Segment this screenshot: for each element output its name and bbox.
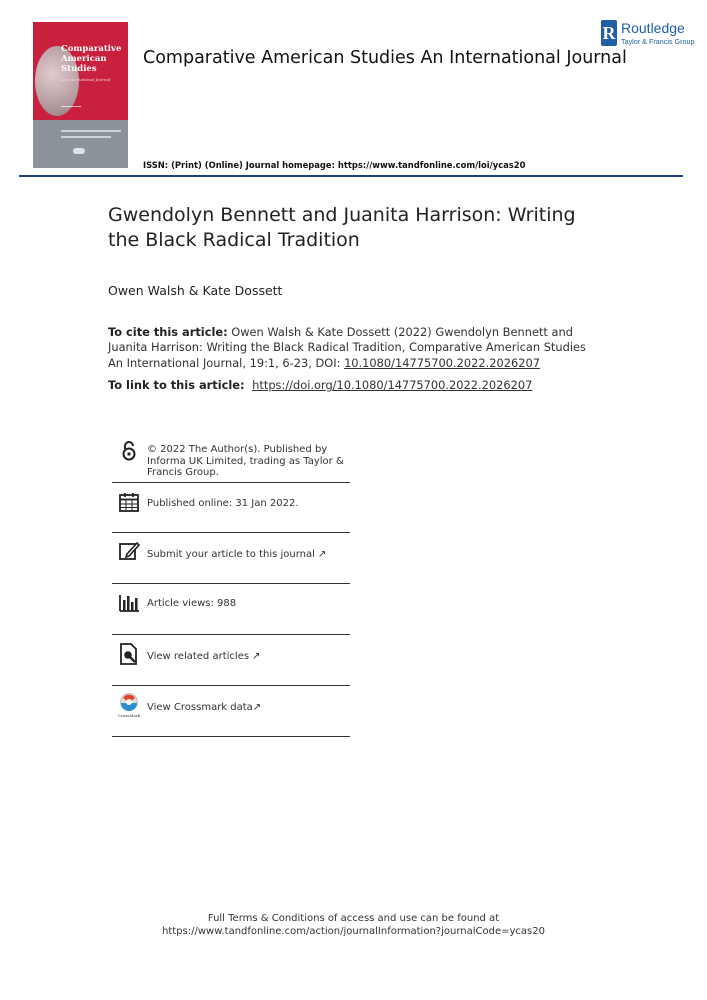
- info-divider: [112, 583, 350, 584]
- related-articles-label[interactable]: [147, 651, 260, 663]
- article-authors: Owen Walsh & Kate Dossett: [108, 283, 283, 298]
- calendar-icon: [118, 491, 140, 513]
- issn-homepage-line[interactable]: ISSN: (Print) (Online) Journal homepage: https://www.tandfonline.com/loi/ycas20: [143, 160, 526, 170]
- citation-label: To cite this article:: [108, 325, 228, 339]
- cover-text-line: [61, 136, 111, 138]
- external-link-icon: ↗: [317, 549, 327, 560]
- external-link-icon: ↗: [252, 651, 261, 662]
- cover-title: Comparative American Studies: [61, 44, 122, 74]
- citation-block: [108, 325, 598, 371]
- submit-article-link[interactable]: [112, 539, 350, 585]
- routledge-r-icon: R: [601, 20, 617, 46]
- cover-grey-panel: [33, 120, 128, 168]
- citation-doi-link[interactable]: 10.1080/14775700.2022.2026207: [344, 355, 540, 370]
- info-divider: [112, 482, 350, 483]
- cover-rule: [61, 106, 81, 107]
- cover-text-line: [61, 130, 121, 132]
- related-articles-link[interactable]: [112, 641, 350, 687]
- article-views-item: [112, 590, 350, 636]
- article-views-count: Article views: 988: [147, 598, 237, 609]
- footer-terms: [0, 912, 707, 938]
- open-access-text: © 2022 The Author(s). Published by Informa UK Limited, trading as Taylor & Francis Group.: [147, 444, 344, 478]
- publisher-name: Routledge: [621, 20, 685, 36]
- journal-title: Comparative American Studies An International Journal: [143, 48, 627, 68]
- cover-subtitle: An International Journal: [61, 77, 111, 82]
- submit-article-label[interactable]: [147, 549, 326, 561]
- info-divider: [112, 685, 350, 686]
- crossmark-text: View Crossmark data: [147, 702, 253, 713]
- article-title: Gwendolyn Bennett and Juanita Harrison: Writing the Black Radical Tradition: [108, 204, 576, 251]
- journal-cover-image: [33, 22, 128, 168]
- crossmark-label[interactable]: [147, 702, 261, 714]
- open-access-item: [112, 438, 350, 486]
- crossmark-link[interactable]: [112, 692, 350, 738]
- link-label: To link to this article:: [108, 378, 245, 392]
- footer-terms-text: Full Terms & Conditions of access and use can be found at: [207, 913, 500, 924]
- bar-chart-icon: [118, 591, 140, 613]
- open-access-icon: [118, 440, 140, 462]
- article-doi-url[interactable]: https://doi.org/10.1080/14775700.2022.2026207: [252, 378, 533, 392]
- document-search-icon: [118, 643, 140, 665]
- info-divider: [112, 532, 350, 533]
- article-link-line: [108, 378, 532, 392]
- related-text: View related articles: [147, 651, 250, 662]
- publisher-subname: Taylor & Francis Group: [621, 37, 695, 46]
- crossmark-badge-text: CrossMark: [117, 713, 141, 718]
- footer-terms-url[interactable]: https://www.tandfonline.com/action/journalInformation?journalCode=ycas20: [162, 926, 545, 937]
- published-item: [112, 490, 350, 536]
- info-divider: [112, 634, 350, 635]
- submit-text: Submit your article to this journal: [147, 549, 315, 560]
- crossmark-icon: [116, 692, 142, 718]
- cover-publisher-mark: [73, 148, 85, 154]
- routledge-logo: [601, 20, 695, 48]
- header-divider: [19, 175, 683, 177]
- published-date: Published online: 31 Jan 2022.: [147, 498, 299, 509]
- edit-icon: [118, 540, 140, 562]
- info-divider: [112, 736, 350, 737]
- external-link-icon: ↗: [252, 702, 262, 713]
- citation-text: Owen Walsh & Kate Dossett (2022) Gwendolyn Bennett and Juanita Harrison: Writing the Black Radical Tradition, Comparative American Studies An International Journal, 19:1, 6-23, DOI:: [108, 325, 586, 370]
